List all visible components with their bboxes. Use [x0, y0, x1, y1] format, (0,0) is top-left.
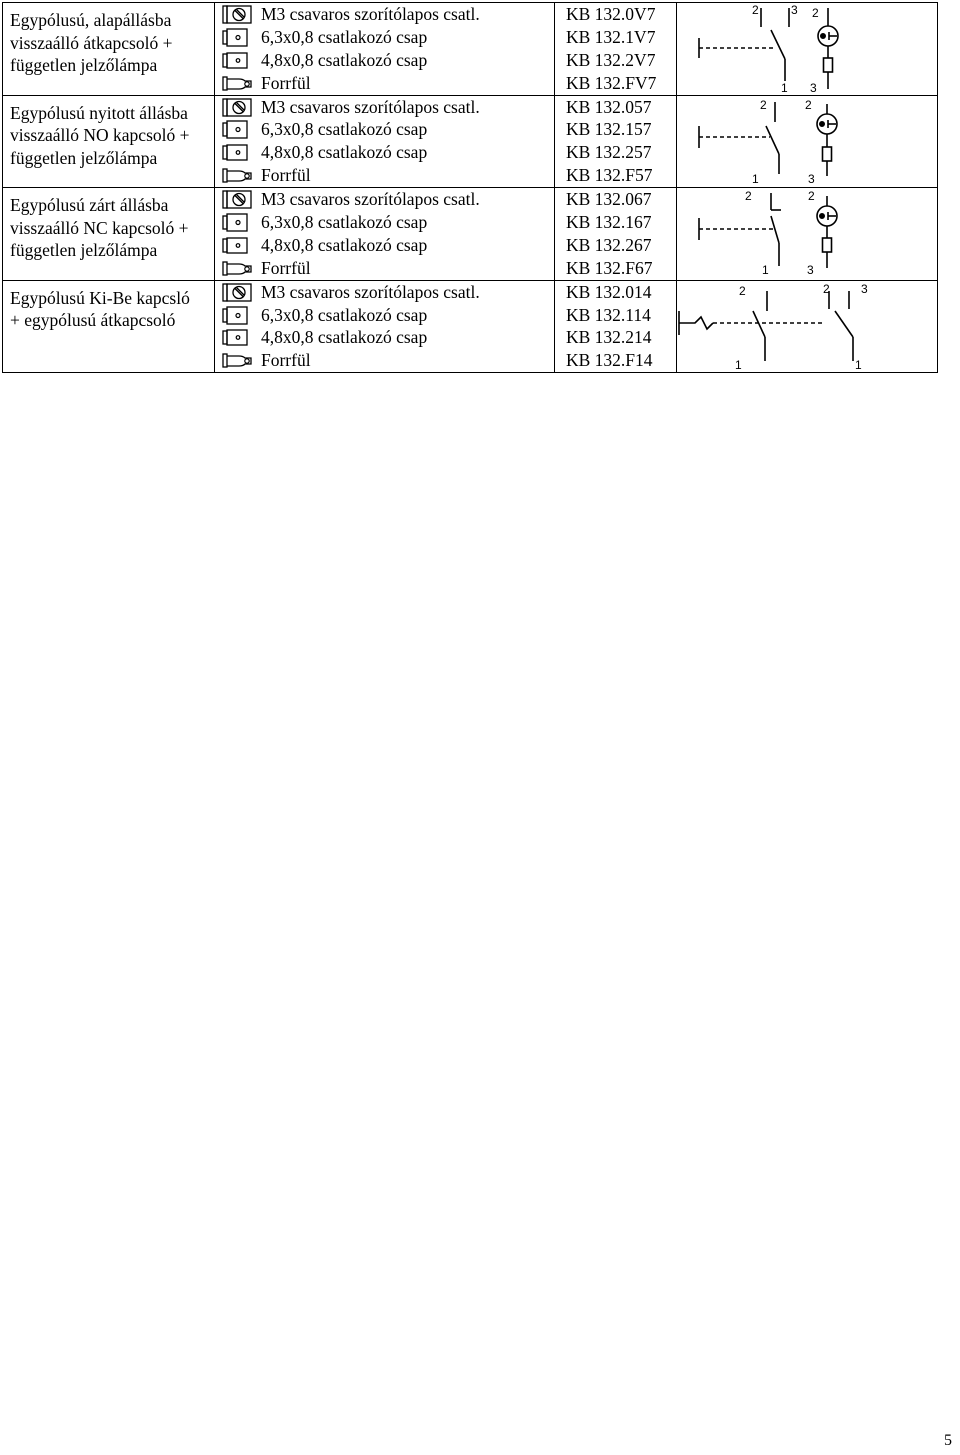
terminal-number: 1 [781, 81, 788, 94]
terminal-row [215, 3, 554, 26]
order-code: KB 132.014 [566, 281, 652, 302]
solder-lug-icon [221, 166, 257, 185]
terminal-row [215, 349, 554, 372]
codes-cell [555, 95, 677, 188]
terminal-row [215, 118, 554, 141]
table-row [3, 95, 938, 188]
codes-cell [555, 280, 677, 373]
tab-6-3-icon [221, 28, 257, 47]
tab-6-3-icon [221, 306, 257, 325]
terminal-row [215, 211, 554, 234]
terminals-cell [215, 280, 555, 373]
codes-cell [555, 3, 677, 96]
description-cell [3, 188, 215, 281]
terminal-label: Forrfül [261, 257, 311, 278]
terminal-label: 4,8x0,8 csatlakozó csap [261, 234, 428, 255]
terminal-number: 1 [752, 171, 759, 186]
description-line: Egypólusú Ki-Be kapcsló [10, 287, 190, 308]
solder-lug-icon [221, 74, 257, 93]
order-code: KB 132.257 [566, 142, 652, 163]
order-code: KB 132.1V7 [566, 26, 656, 47]
terminal-label: Forrfül [261, 72, 311, 93]
description-line: Egypólusú, alapállásba [10, 10, 172, 30]
terminal-row [215, 49, 554, 72]
diagram-cell [677, 3, 938, 96]
solder-lug-icon [221, 259, 257, 278]
order-code: KB 132.F57 [566, 165, 653, 186]
terminals-cell [215, 95, 555, 188]
terminal-number: 3 [807, 263, 814, 278]
order-code: KB 132.214 [566, 327, 652, 348]
terminal-number: 2 [812, 6, 819, 20]
terminal-number: 3 [808, 171, 815, 186]
terminal-label: M3 csavaros szorítólapos csatl. [261, 96, 480, 117]
terminal-number: 1 [762, 263, 769, 278]
terminal-row [215, 281, 554, 304]
description-line: független jelzőlámpa [10, 240, 158, 261]
description-line: Egypólusú zárt állásba [10, 195, 169, 216]
table-row [3, 3, 938, 96]
terminal-label: M3 csavaros szorítólapos csatl. [261, 4, 480, 24]
terminal-number: 1 [735, 357, 742, 372]
terminal-label: M3 csavaros szorítólapos csatl. [261, 281, 480, 302]
terminal-number: 2 [739, 283, 746, 298]
description-line: visszaálló átkapcsoló + [10, 32, 173, 53]
terminal-number: 2 [752, 3, 759, 17]
terminal-number: 3 [810, 81, 817, 94]
order-code: KB 132.F14 [566, 350, 653, 371]
codes-cell [555, 188, 677, 281]
terminal-number: 1 [855, 357, 862, 372]
product-table [2, 2, 938, 373]
order-code: KB 132.067 [566, 189, 652, 210]
screw-terminal-icon [221, 190, 257, 209]
terminal-row [215, 188, 554, 211]
diagram-cell [677, 188, 938, 281]
terminal-number: 3 [861, 281, 868, 296]
order-code: KB 132.157 [566, 119, 652, 140]
description-line: visszaálló NO kapcsoló + [10, 125, 190, 146]
order-code: KB 132.114 [566, 304, 651, 325]
terminal-row [215, 96, 554, 119]
terminal-number: 3 [791, 3, 798, 17]
description-line: független jelzőlámpa [10, 55, 158, 75]
tab-4-8-icon [221, 51, 257, 70]
order-code: KB 132.F67 [566, 257, 653, 278]
nc-switch-lamp-diagram [677, 188, 938, 279]
terminal-label: M3 csavaros szorítólapos csatl. [261, 189, 480, 210]
terminals-cell [215, 3, 555, 96]
order-code: KB 132.057 [566, 96, 652, 117]
terminal-number: 2 [805, 97, 812, 112]
terminal-row [215, 304, 554, 327]
description-cell [3, 280, 215, 373]
solder-lug-icon [221, 351, 257, 370]
screw-terminal-icon [221, 98, 257, 117]
changeover-switch-lamp-diagram [677, 3, 938, 94]
order-code: KB 132.167 [566, 212, 652, 233]
screw-terminal-icon [221, 283, 257, 302]
tab-4-8-icon [221, 328, 257, 347]
terminal-number: 2 [760, 97, 767, 112]
terminal-row [215, 234, 554, 257]
terminal-row [215, 164, 554, 187]
terminal-label: 4,8x0,8 csatlakozó csap [261, 142, 428, 163]
tab-6-3-icon [221, 120, 257, 139]
description-line: független jelzőlámpa [10, 147, 158, 168]
table-row [3, 188, 938, 281]
terminal-number: 2 [745, 189, 752, 204]
terminal-label: 6,3x0,8 csatlakozó csap [261, 26, 428, 47]
terminal-number: 2 [823, 281, 830, 296]
order-code: KB 132.FV7 [566, 72, 657, 93]
terminal-label: Forrfül [261, 165, 311, 186]
terminal-label: 6,3x0,8 csatlakozó csap [261, 119, 428, 140]
terminal-row [215, 141, 554, 164]
terminal-label: 4,8x0,8 csatlakozó csap [261, 327, 428, 348]
terminal-number: 2 [808, 189, 815, 204]
table-row [3, 280, 938, 373]
description-line: + egypólusú átkapcsoló [10, 310, 176, 331]
diagram-cell [677, 95, 938, 188]
screw-terminal-icon [221, 5, 257, 24]
terminal-label: 6,3x0,8 csatlakozó csap [261, 304, 428, 325]
description-cell [3, 95, 215, 188]
diagram-cell [677, 280, 938, 373]
description-cell [3, 3, 215, 96]
terminal-label: Forrfül [261, 350, 311, 371]
description-line: Egypólusú nyitott állásba [10, 102, 188, 123]
terminal-row [215, 326, 554, 349]
terminal-row [215, 72, 554, 95]
on-off-changeover-diagram [677, 281, 938, 372]
tab-6-3-icon [221, 213, 257, 232]
terminal-label: 4,8x0,8 csatlakozó csap [261, 49, 428, 70]
terminal-label: 6,3x0,8 csatlakozó csap [261, 212, 428, 233]
order-code: KB 132.2V7 [566, 49, 656, 70]
tab-4-8-icon [221, 236, 257, 255]
page-number: 5 [944, 1432, 952, 1449]
no-switch-lamp-diagram [677, 96, 938, 187]
tab-4-8-icon [221, 143, 257, 162]
order-code: KB 132.267 [566, 234, 652, 255]
terminals-cell [215, 188, 555, 281]
terminal-row [215, 26, 554, 49]
terminal-row [215, 257, 554, 280]
description-line: visszaálló NC kapcsoló + [10, 217, 189, 238]
order-code: KB 132.0V7 [566, 4, 656, 24]
